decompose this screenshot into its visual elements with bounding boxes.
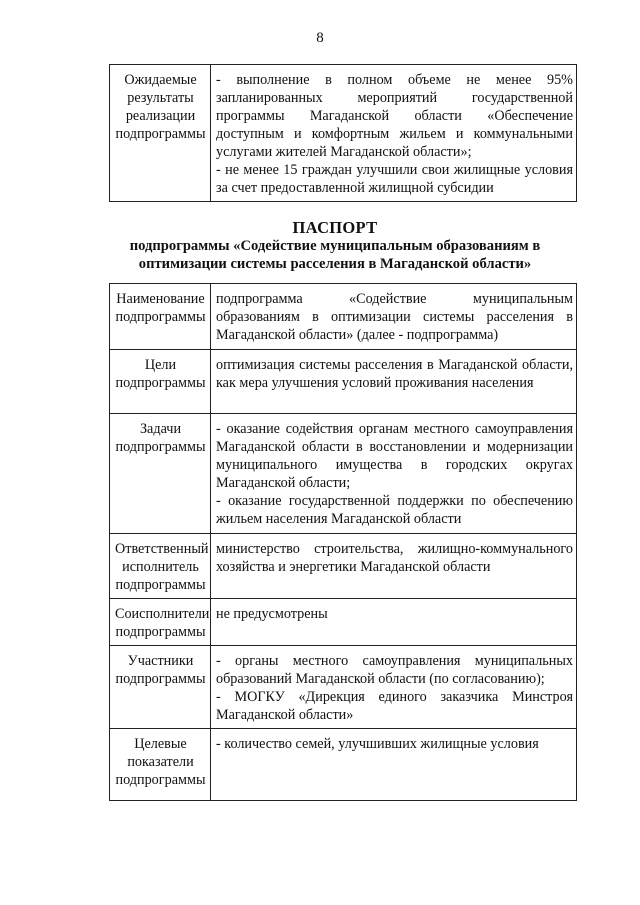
row-value bbox=[211, 599, 577, 646]
row-value bbox=[211, 350, 577, 414]
row-label: Соисполнители подпрограммы bbox=[110, 599, 211, 646]
table-row bbox=[110, 646, 577, 729]
row-value bbox=[211, 284, 577, 350]
table-row bbox=[110, 414, 577, 534]
passport-title: ПАСПОРТ bbox=[292, 218, 378, 237]
row-value bbox=[211, 646, 577, 729]
row-label: Задачи подпрограммы bbox=[110, 414, 211, 534]
row-label: Ожидаемые результаты реализации подпрограммы bbox=[110, 65, 211, 202]
value-line: оптимизация системы расселения в Магаданской области, как мера улучшения условий проживания населения bbox=[216, 357, 573, 391]
row-value bbox=[211, 414, 577, 534]
value-line: - оказание содействия органам местного самоуправления Магаданской области в восстановлении и модернизации муниципального имущества в городских округах Магаданской области; bbox=[216, 421, 573, 491]
row-label: Участники подпрограммы bbox=[110, 646, 211, 729]
value-line: - не менее 15 граждан улучшили свои жилищные условия за счет предоставленной жилищной субсидии bbox=[216, 162, 573, 196]
row-label: Цели подпрограммы bbox=[110, 350, 211, 414]
value-line: - выполнение в полном объеме не менее 95% запланированных мероприятий государственной программы Магаданской области «Обеспечение доступным и комфортным жильем и коммунальными услугами жителей Магаданской области»; bbox=[216, 72, 573, 160]
row-value bbox=[211, 729, 577, 801]
passport-subtitle bbox=[90, 237, 580, 273]
passport-subtitle-line: оптимизации системы расселения в Магаданской области» bbox=[138, 256, 532, 272]
value-line: - МОГКУ «Дирекция единого заказчика Минстроя Магаданской области» bbox=[216, 689, 573, 723]
table-row bbox=[110, 534, 577, 599]
row-label: Наименование подпрограммы bbox=[110, 284, 211, 350]
table-row bbox=[110, 350, 577, 414]
passport-table bbox=[109, 283, 577, 801]
value-line: - органы местного самоуправления муниципальных образований Магаданской области (по согласованию); bbox=[216, 653, 573, 687]
value-line: не предусмотрены bbox=[216, 606, 328, 622]
table-row bbox=[110, 65, 577, 202]
value-line: - оказание государственной поддержки по обеспечению жильем населения Магаданской области bbox=[216, 493, 573, 527]
table-row bbox=[110, 284, 577, 350]
row-value bbox=[211, 65, 577, 202]
value-line: подпрограмма «Содействие муниципальным образованиям в оптимизации системы расселения в Магаданской области» (далее - подпрограмма) bbox=[216, 291, 573, 343]
row-label: Ответственный исполнитель подпрограммы bbox=[110, 534, 211, 599]
passport-subtitle-line: подпрограммы «Содействие муниципальным образованиям в bbox=[129, 238, 541, 254]
value-line: - количество семей, улучшивших жилищные условия bbox=[216, 736, 539, 752]
row-value bbox=[211, 534, 577, 599]
row-label: Целевые показатели подпрограммы bbox=[110, 729, 211, 801]
page-number: 8 bbox=[316, 30, 324, 46]
expected-results-table bbox=[109, 64, 577, 202]
value-line: министерство строительства, жилищно-коммунального хозяйства и энергетики Магаданской области bbox=[216, 541, 573, 575]
table-row bbox=[110, 729, 577, 801]
table-row bbox=[110, 599, 577, 646]
